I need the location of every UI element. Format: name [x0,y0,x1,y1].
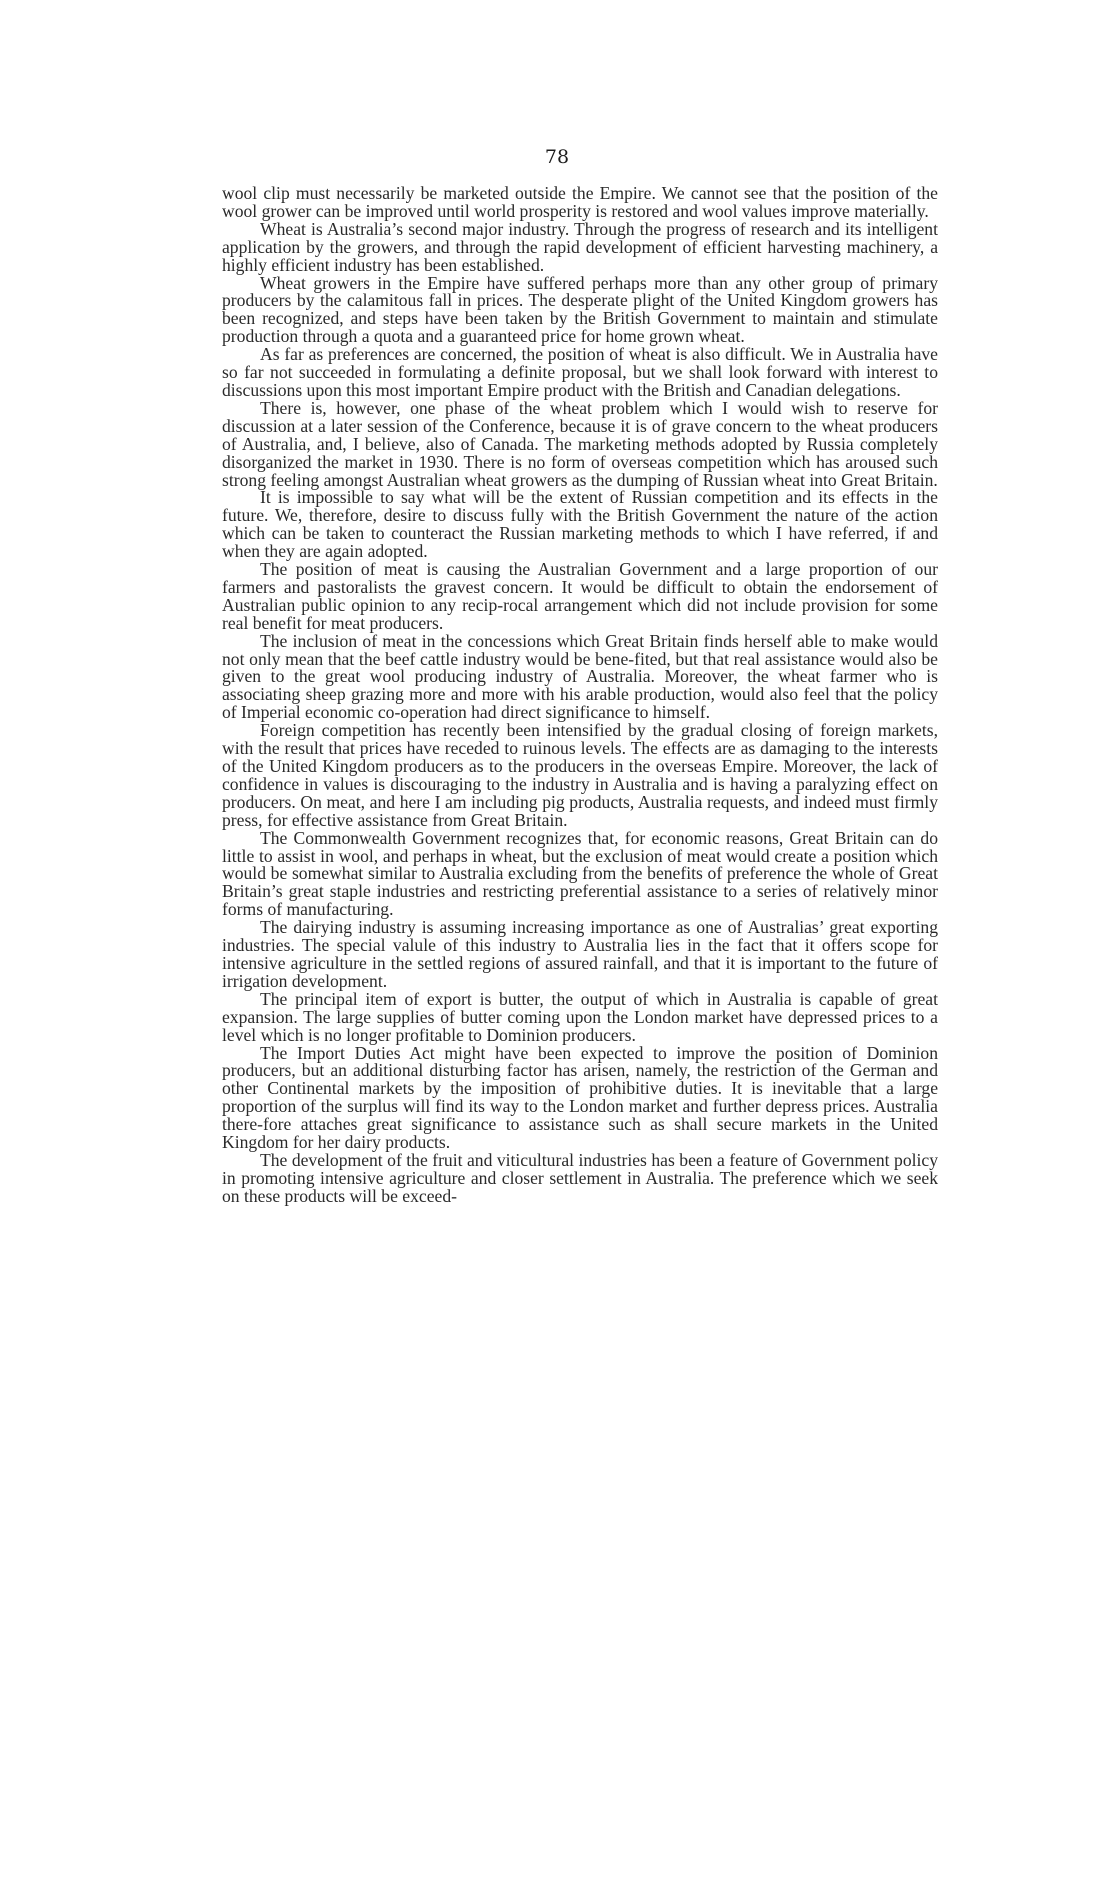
page-number: 78 [544,146,570,168]
paragraph-wheat-industry: Wheat is Australia’s second major industry. Through the progress of research and its intelligent application by the growers, and through the rapid development of efficient harvesting machinery, a highly efficient industry has been established. [222,218,938,275]
paragraph-meat-inclusion: The inclusion of meat in the concessions which Great Britain finds herself able to make would not only mean that the beef cattle industry would be bene-fited, but that real assistance would also be given to the great wool producing industry of Australia. Moreover, the wheat farmer who is associating sheep grazing more and more with his arable production, would also feel that the policy of Imperial economic co-operation had direct significance to himself. [222,630,938,723]
paragraph-wheat-growers: Wheat growers in the Empire have suffered perhaps more than any other group of primary producers by the calamitous fall in prices. The desperate plight of the United Kingdom growers has been recognized, and steps have been taken by the British Government to maintain and stimulate production through a quota and a guaranteed price for home grown wheat. [222,272,938,347]
paragraph-dairying-industry: The dairying industry is assuming increasing importance as one of Australias’ great exporting industries. The special valule of this industry to Australia lies in the fact that it offers scope for intensive agriculture in the settled regions of assured rainfall, and that it is important to the future of irrigation development. [222,917,938,991]
paragraph-wheat-preferences: As far as preferences are concerned, the position of wheat is also difficult. We in Australia have so far not succeeded in formulating a definite proposal, but we shall look forward with interest to discussions upon this most important Empire product with the British and Canadian delegations. [222,344,938,400]
paragraph-russian-competition: It is impossible to say what will be the extent of Russian competition and its effects in the future. We, therefore, desire to discuss fully with the British Government the nature of the action which can be taken to counteract the Russian marketing methods to which I have referred, if and when they are again adopted. [222,487,938,562]
paragraph-foreign-competition: Foreign competition has recently been intensified by the gradual closing of foreign markets, with the result that prices have receded to ruinous levels. The effects are as damaging to the interests of the United Kingdom producers as to the producers in the overseas Empire. Moreover, the lack of confidence in values is discouraging to the industry in Australia and is having a paralyzing effect on producers. On meat, and here I am including pig products, Australia requests, and indeed must firmly press, for effective assistance from Great Britain. [222,720,938,830]
paragraph-meat-position: The position of meat is causing the Australian Government and a large proportion of our farmers and pastoralists the gravest concern. It would be difficult to obtain the endorsement of Australian public opinion to any recip-rocal arrangement which did not include provision for some real benefit for meat producers. [222,559,938,633]
paragraph-import-duties-act: The Import Duties Act might have been expected to improve the position of Dominion producers, but an additional disturbing factor has arisen, namely, the restriction of the German and other Continental markets by the imposition of prohibitive duties. It is inevitable that a large proportion of the surplus will find its way to the London market and further depress prices. Australia there-fore attaches great significance to assistance such as shall secure markets in the United Kingdom for her dairy products. [222,1042,938,1153]
paragraph-butter-export: The principal item of export is butter, the output of which in Australia is capable of great expansion. The large supplies of butter coming upon the London market have depressed prices to a level which is no longer profitable to Dominion producers. [222,988,938,1045]
paragraph-commonwealth-government: The Commonwealth Government recognizes that, for economic reasons, Great Britain can do little to assist in wool, and perhaps in wheat, but the exclusion of meat would create a position which would be somewhat similar to Australia excluding from the benefits of preference the whole of Great Britain’s great staple industries and restricting preferential assistance to a series of relatively minor forms of manufacturing. [222,827,938,920]
paragraph-russian-dumping: There is, however, one phase of the wheat problem which I would wish to reserve for discussion at a later session of the Conference, because it is of grave concern to the wheat producers of Australia, and, I believe, also of Canada. The marketing methods adopted by Russia completely disorganized the market in 1930. There is no form of overseas competition which has aroused such strong feeling amongst Australian wheat growers as the dumping of Russian wheat into Great Britain. [222,397,938,490]
body-text [222,185,938,1206]
paragraph-fruit-viticulture: The development of the fruit and viticultural industries has been a feature of Government policy in promoting intensive agriculture and closer settlement in Australia. The preference which we seek on these products will be exceed- [222,1149,938,1206]
paragraph-wool-clip: wool clip must necessarily be marketed outside the Empire. We cannot see that the position of the wool grower can be improved until world prosperity is restored and wool values improve materially. [222,183,938,221]
